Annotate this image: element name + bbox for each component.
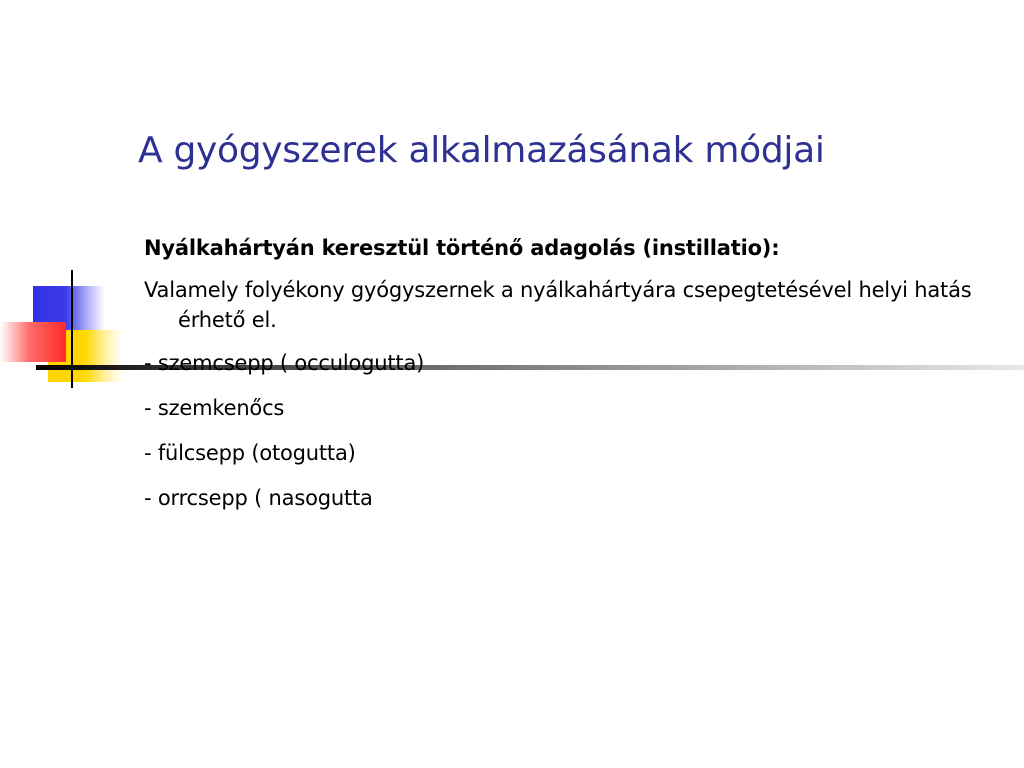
red-square-decoration bbox=[0, 322, 66, 362]
body-heading: Nyálkahártyán keresztül történő adagolás (instillatio): bbox=[144, 236, 780, 260]
slide-body bbox=[144, 233, 1004, 528]
list-item: - orrcsepp ( nasogutta bbox=[144, 486, 373, 510]
slide-title: A gyógyszerek alkalmazásának módjai bbox=[138, 130, 825, 171]
list-item: - szemcsepp ( occulogutta) bbox=[144, 351, 425, 375]
vertical-rule bbox=[71, 270, 73, 388]
body-description: Valamely folyékony gyógyszernek a nyálkahártyára csepegtetésével helyi hatás érhető el. bbox=[144, 278, 972, 332]
list-item: - fülcsepp (otogutta) bbox=[144, 441, 356, 465]
list-item: - szemkenőcs bbox=[144, 396, 285, 420]
